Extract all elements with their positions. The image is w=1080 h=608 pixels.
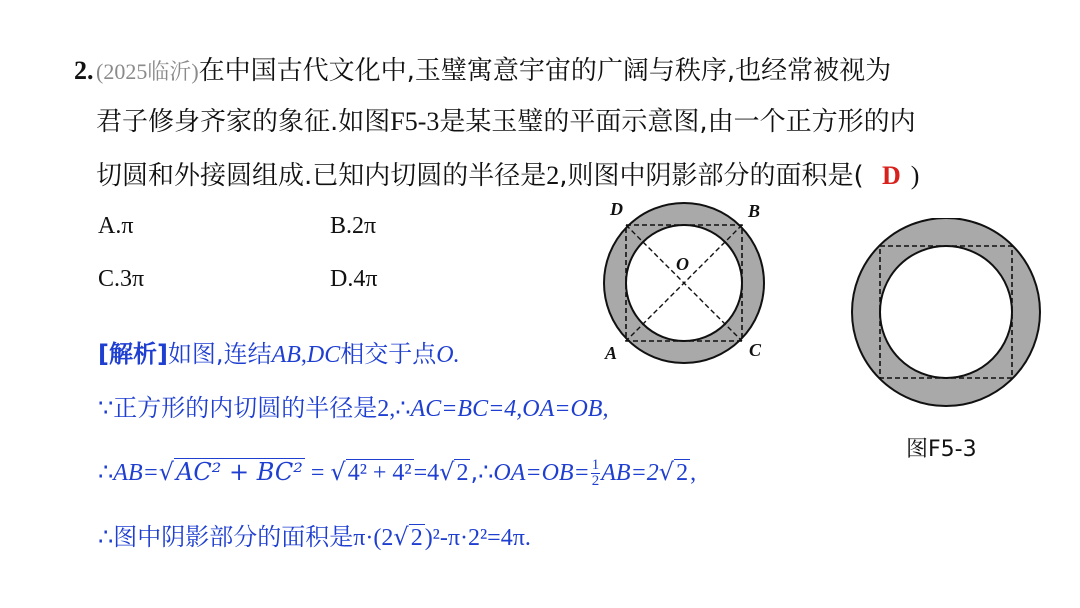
sqrt-radicand: 2 <box>676 460 689 486</box>
answer-badge: D <box>881 161 901 190</box>
sol-equation: AC=BC=4,OA=OB, <box>410 396 609 422</box>
sqrt-radicand: 4² + 4² <box>347 460 412 486</box>
question-source: (2025临沂) <box>96 59 199 84</box>
sqrt-sign: √ <box>439 458 455 486</box>
sol-equation: AB= <box>113 460 159 486</box>
sol-text: 相交于点 <box>340 340 437 368</box>
option-c[interactable]: C.3π <box>98 266 145 292</box>
question-line-2 <box>96 105 916 139</box>
question-number: 2. <box>74 56 94 85</box>
question-text-3a: 切圆和外接圆组成.已知内切圆的半径是 <box>96 161 547 191</box>
inner-circle-2 <box>880 246 1012 378</box>
question-text-3b: ,则图中阴影部分的面积是( <box>559 161 864 191</box>
sol-var: AB <box>271 342 301 368</box>
solution-line-1 <box>98 338 460 371</box>
therefore-symbol: ,∴ <box>470 458 494 486</box>
radius-value: 2 <box>546 161 560 190</box>
figure-caption: 图F5-3 <box>906 437 977 462</box>
sol-var: DC <box>306 342 341 368</box>
sol-text: , <box>690 460 697 486</box>
sqrt-radicand: AC² + BC² <box>176 458 303 486</box>
sol-equation: )²-π·2²=4π. <box>424 525 531 551</box>
sqrt-sign: √ <box>393 523 409 551</box>
label-b: B <box>748 201 761 221</box>
sqrt-sign: √ <box>330 458 346 486</box>
sol-text: ∴图中阴影部分的面积是 <box>98 523 354 551</box>
sol-text: , <box>300 342 307 368</box>
label-d: D <box>610 199 623 219</box>
sol-var: O. <box>436 342 460 368</box>
label-c: C <box>749 340 762 360</box>
sqrt-radicand: 2 <box>456 460 469 486</box>
figure-ref: F5-3 <box>390 107 440 136</box>
sol-num: =4 <box>413 460 440 486</box>
fraction-one-half <box>591 458 601 489</box>
therefore-symbol: ∴ <box>395 394 411 422</box>
sol-text: ∵正方形的内切圆的半径是 <box>98 394 378 422</box>
fraction-denominator: 2 <box>591 472 600 489</box>
question-line-1 <box>96 54 891 89</box>
sol-equation: OA=OB= <box>493 460 590 486</box>
question-text-2a: 君子修身齐家的象征.如图 <box>96 107 391 137</box>
sol-num: 2, <box>377 396 396 422</box>
therefore-symbol: ∴ <box>98 458 114 486</box>
solution-line-4 <box>98 521 531 554</box>
answer-paren-close: ) <box>910 161 920 190</box>
solution-line-2 <box>98 392 608 425</box>
sqrt-radicand: 2 <box>410 525 423 551</box>
option-b[interactable]: B.2π <box>330 213 377 239</box>
sol-equation: AB=2 <box>601 460 659 486</box>
option-a[interactable]: A.π <box>98 213 134 239</box>
equals-sign: = <box>304 460 331 486</box>
jade-disk-diagram <box>848 218 1048 414</box>
solution-tag: [解析] <box>98 340 168 368</box>
question-text-1: 在中国古代文化中,玉璧寓意宇宙的广阔与秩序,也经常被视为 <box>198 56 892 86</box>
question-text-2b: 是某玉璧的平面示意图,由一个正方形的内 <box>439 107 916 137</box>
sqrt-sign: √ <box>158 458 175 486</box>
sqrt-sign: √ <box>658 458 675 486</box>
option-d[interactable]: D.4π <box>330 266 378 292</box>
sol-text: 如图,连结 <box>167 340 272 368</box>
sol-equation: π·(2 <box>353 525 394 551</box>
question-line-3 <box>96 159 919 193</box>
label-o: O <box>676 254 689 274</box>
fraction-numerator: 1 <box>591 456 600 473</box>
label-a: A <box>605 343 618 363</box>
solution-line-3 <box>98 456 696 489</box>
